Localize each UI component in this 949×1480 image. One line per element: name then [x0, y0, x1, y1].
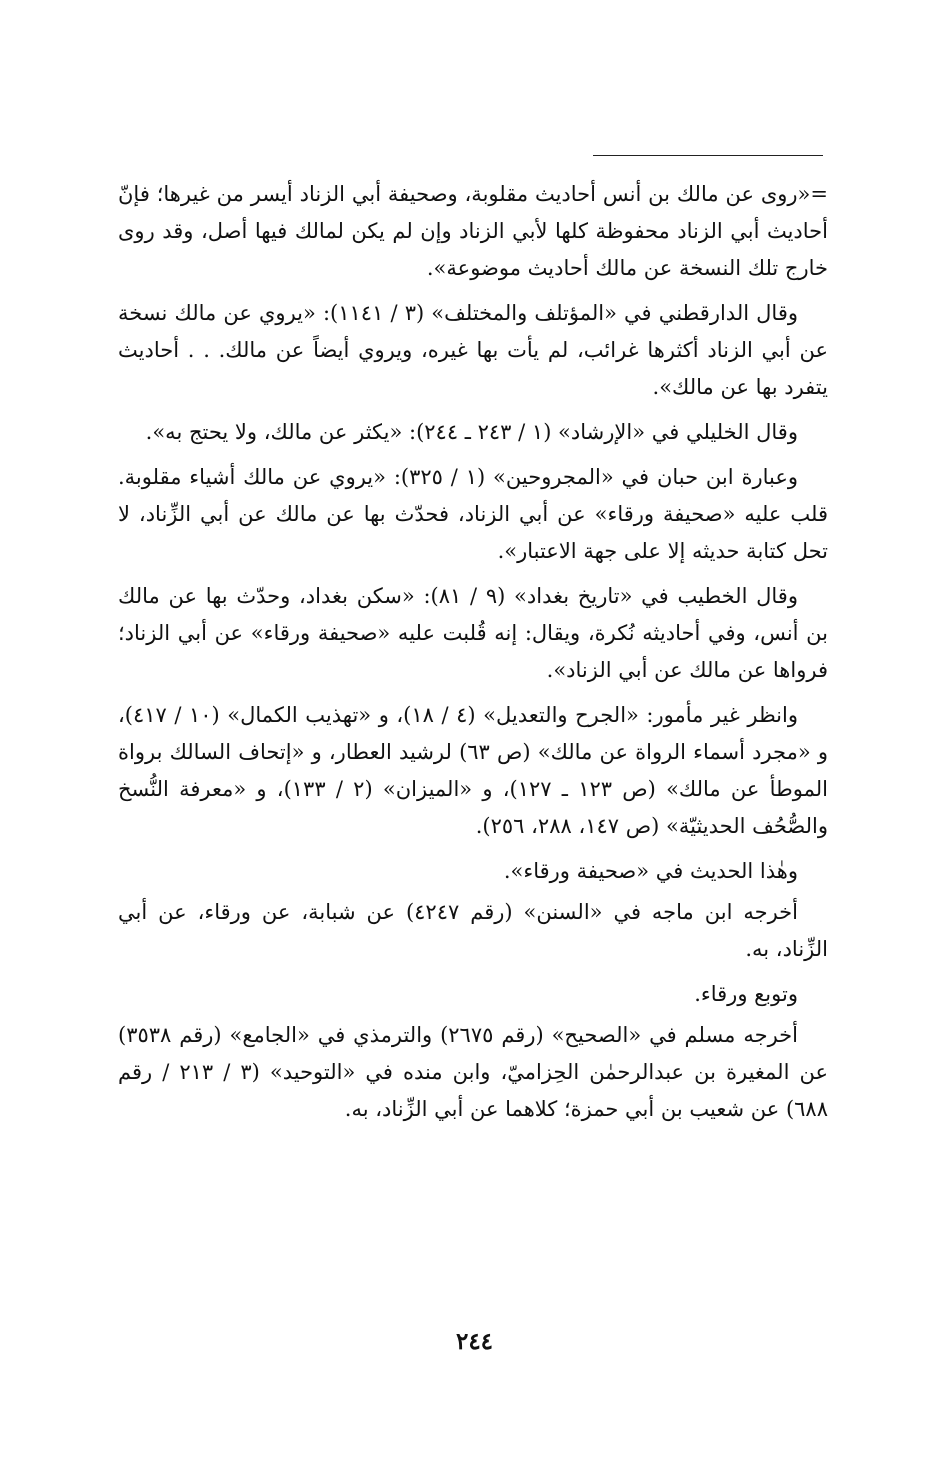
footnote-paragraph: وانظر غير مأمور: «الجرح والتعديل» (٤ / ١٨)، و «تهذيب الكمال» (١٠ / ٤١٧)، و «مجرد أسماء الرواة عن مالك» (ص ٦٣) لرشيد العطار، و «إتحاف السالك برواة الموطأ عن مالك» (ص ١٢٣ ـ ١٢٧)، و «الميزان» (٢ / ١٣٣)، و «معرفة النُّسخ والصُّحُف الحديثيّة» (ص ١٤٧، ٢٨٨، ٢٥٦). — [118, 703, 829, 838]
footnote-paragraph: وهٰذا الحديث في «صحيفة ورقاء». — [503, 859, 798, 883]
footnote-paragraph: وقال الدارقطني في «المؤتلف والمختلف» (٣ / ١١٤١): «يروي عن مالك نسخة عن أبي الزناد أكثرها غرائب، لم يأت بها غيره، ويروي أيضاً عن مالك. . . أحاديث يتفرد بها عن مالك». — [118, 301, 828, 399]
footnote-paragraph: أخرجه مسلم في «الصحيح» (رقم ٢٦٧٥) والترمذي في «الجامع» (رقم ٣٥٣٨) عن المغيرة بن عبدالرحمٰن الحِزاميّ، وابن منده في «التوحيد» (٣ / ٢١٣ / رقم ٦٨٨) عن شعيب بن أبي حمزة؛ كلاهما عن أبي الزِّناد، به. — [118, 1023, 828, 1121]
footnote-paragraph: وقال الخليلي في «الإرشاد» (١ / ٢٤٣ ـ ٢٤٤): «يكثر عن مالك، ولا يحتج به». — [145, 420, 798, 444]
footnote-paragraph: =«روى عن مالك بن أنس أحاديث مقلوبة، وصحيفة أبي الزناد أيسر من غيرها؛ فإنّ أحاديث أبي الزناد محفوظة كلها لأبي الزناد وإن لم يكن لمالك فيها أصل، وقد روى خارج تلك النسخة عن مالك أحاديث موضوعة». — [118, 182, 828, 280]
footnote-paragraph: وقال الخطيب في «تاريخ بغداد» (٩ / ٨١): «سكن بغداد، وحدّث بها عن مالك بن أنس، وفي أحاديثه نُكرة، ويقال: إنه قُلبت عليه «صحيفة ورقاء» عن أبي الزناد؛ فرواها عن مالك عن أبي الزناد». — [118, 584, 828, 682]
footnote-separator-rule — [593, 155, 823, 156]
page-number: ٢٤٤ — [455, 1328, 494, 1355]
footnote-paragraph: أخرجه ابن ماجه في «السنن» (رقم ٤٢٤٧) عن شبابة، عن ورقاء، عن أبي الزِّناد، به. — [118, 900, 828, 961]
footnote-paragraph: وتوبع ورقاء. — [694, 982, 798, 1006]
footnote-paragraph: وعبارة ابن حبان في «المجروحين» (١ / ٣٢٥): «يروي عن مالك أشياء مقلوبة. قلب عليه «صحيفة ورقاء» عن أبي الزناد، فحدّث بها عن مالك عن أبي الزِّناد، لا تحل كتابة حديثه إلا على جهة الاعتبار». — [118, 465, 828, 563]
footnote-text-block — [118, 176, 828, 1136]
